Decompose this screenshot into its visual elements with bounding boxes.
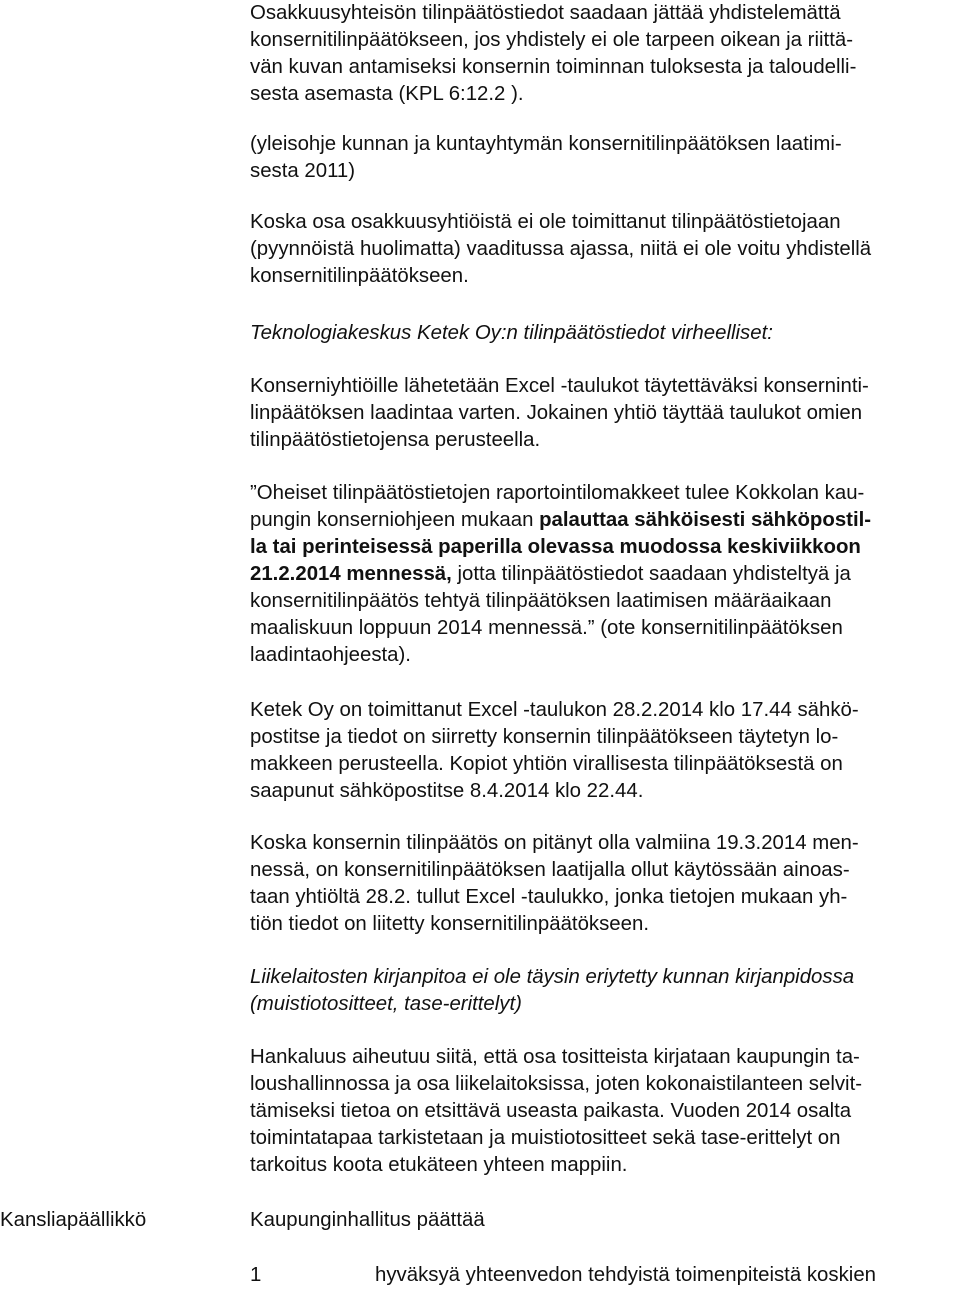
heading-ketek [250, 320, 950, 347]
paragraph-quote [250, 480, 950, 669]
paragraph-osakkuusyhtiot [250, 209, 950, 290]
quote-text-start: ”Oheiset tilinpäätöstietojen raportointilomakkeet tulee Kokkolan kau- pungin konserniohjeen mukaan [250, 482, 865, 531]
paragraph-text: Ketek Oy on toimittanut Excel -taulukon 28.2.2014 klo 17.44 sähkö- postitse ja tiedot on siirretty konsernin tilinpäätökseen täytetyn lo- makkeen perusteella. Kopiot yhtiön virallisesta tilinpäätöksestä on saapunut sähköpostitse 8.4.2014 klo 22.44. [250, 699, 859, 802]
decision-item-number: 1 [250, 1264, 262, 1286]
paragraph-yleisohje [250, 131, 950, 185]
quote-text-end: jotta tilinpäätöstiedot saadaan yhdisteltyä ja konsernitilinpäätös tehtyä tilinpäätöksen laatimisen määräaikaan maaliskuun loppuun 2014 mennessä.” (ote konsernitilinpäätöksen laadintaohjeesta). [250, 563, 851, 666]
paragraph-text: Konserniyhtiöille lähetetään Excel -taulukot täytettäväksi konserninti- linpäätöksen laadintaa varten. Jokainen yhtiö täyttää taulukot omien tilinpäätöstietojensa perusteella. [250, 375, 869, 451]
paragraph-konsernin-tilinpaatos [250, 830, 950, 938]
paragraph-ketek-excel [250, 697, 950, 805]
paragraph-text [250, 480, 950, 669]
paragraph-konserniyhtiot [250, 373, 950, 454]
section-heading: Liikelaitosten kirjanpitoa ei ole täysin eriytetty kunnan kirjanpidossa (muistiotositteet, tase-erittelyt) [250, 966, 855, 1015]
section-heading: Teknologiakeskus Ketek Oy:n tilinpäätöstiedot virheelliset: [250, 322, 773, 344]
decision-item-text: hyväksyä yhteenvedon tehdyistä toimenpiteistä koskien [375, 1264, 876, 1286]
decision-label: Kaupunginhallitus päättää [250, 1209, 485, 1231]
paragraph-text: Hankaluus aiheutuu siitä, että osa tositteista kirjataan kaupungin ta- loushallinnossa ja osa liikelaitoksissa, joten kokonaistilanteen selvit- tämiseksi tietoa on etsittävä useasta paikasta. Vuoden 2014 osalta toimintatapaa tarkistetaan ja muistiotositteet sekä tase-erittelyt on tarkoitus koota etukäteen yhteen mappiin. [250, 1046, 863, 1176]
heading-liikelaitokset [250, 964, 950, 1018]
paragraph-text: Koska osa osakkuusyhtiöistä ei ole toimittanut tilinpäätöstietojaan (pyynnöistä huolimatta) vaaditussa ajassa, niitä ei ole voitu yhdistellä konsernitilinpäätökseen. [250, 211, 872, 287]
paragraph-text: (yleisohje kunnan ja kuntayhtymän konsernitilinpäätöksen laatimi- sesta 2011) [250, 133, 842, 182]
paragraph-osakkuusyhteiso [250, 0, 950, 108]
paragraph-hankaluus [250, 1044, 950, 1179]
proposer-label: Kansliapäällikkö [0, 1209, 147, 1231]
paragraph-text: Koska konsernin tilinpäätös on pitänyt olla valmiina 19.3.2014 men- nessä, on konsernitilinpäätöksen laatijalla ollut käytössään ainoas- taan yhtiöltä 28.2. tullut Excel -taulukko, jonka tietojen mukaan yh- tiön tiedot on liitetty konsernitilinpäätökseen. [250, 832, 859, 935]
paragraph-text: Osakkuusyhteisön tilinpäätöstiedot saadaan jättää yhdistelemättä konsernitilinpäätökseen, jos yhdistely ei ole tarpeen oikean ja riittä- vän kuvan antamiseksi konsernin toiminnan tuloksesta ja taloudelli- sesta asemasta (KPL 6:12.2 ). [250, 2, 857, 105]
quote-text-bold: palauttaa sähköisesti sähköpostil- la tai perinteisessä paperilla olevassa muodossa keskiviikkoon 21.2.2014 mennessä, [250, 509, 872, 585]
